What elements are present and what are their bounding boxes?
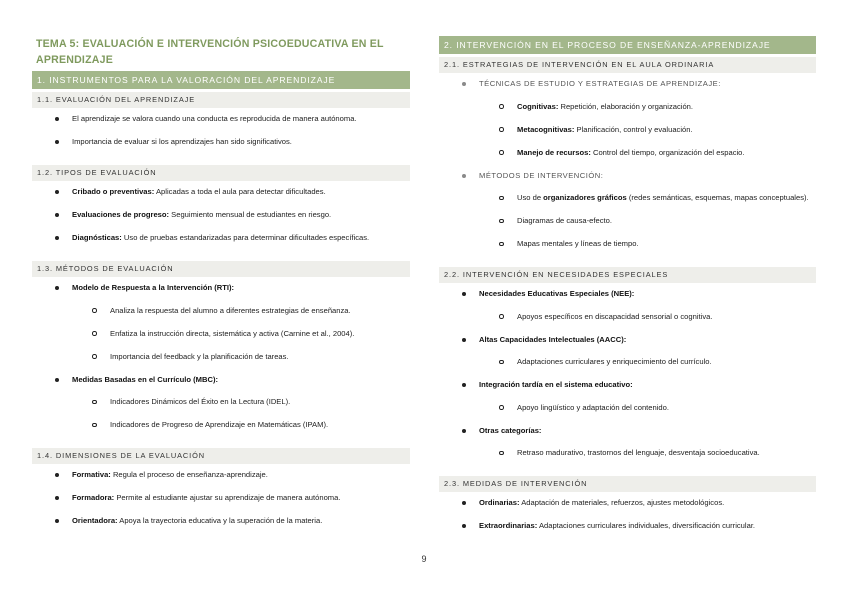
- list-item: Evaluaciones de progreso: Seguimiento mensual de estudiantes en riesgo.: [32, 210, 410, 221]
- sublist-item: Indicadores Dinámicos del Éxito en la Lectura (IDEL).: [72, 397, 410, 408]
- dimensiones-evaluacion-list: [32, 464, 410, 541]
- list-item: Altas Capacidades Intelectuales (AACC): Adaptaciones curriculares y enriquecimiento del currículo.: [439, 335, 816, 368]
- tipos-evaluacion-list: [32, 181, 410, 258]
- circle-bullet-icon: [499, 451, 504, 456]
- rti-sublist: [72, 306, 410, 363]
- bullet-icon: [462, 524, 466, 528]
- sublist-item: Adaptaciones curriculares y enriquecimiento del currículo.: [479, 357, 816, 368]
- list-item-rti: Modelo de Respuesta a la Intervención (RTI): Analiza la respuesta del alumno a diferentes estrategias de enseñanza. Enfatiza la instrucción directa, sistemática y activa (Carnine et al., 2004). Importancia del feedback y la planificación de tareas.: [32, 283, 410, 362]
- list-item: Otras categorías: Retraso madurativo, trastornos del lenguaje, desventaja socioeducativa.: [439, 426, 816, 459]
- list-item: Diagnósticas: Uso de pruebas estandarizadas para determinar dificultades específicas.: [32, 233, 410, 244]
- circle-bullet-icon: [499, 405, 504, 410]
- evaluacion-aprendizaje-list: [32, 108, 410, 162]
- left-column: [32, 36, 410, 541]
- bullet-icon: [462, 429, 466, 433]
- circle-bullet-icon: [92, 308, 97, 313]
- bullet-icon: [55, 236, 59, 240]
- subsection-2-3-heading: 2.3. MEDIDAS DE INTERVENCIÓN: [439, 476, 816, 492]
- sublist: [479, 312, 816, 323]
- section-2-heading: 2. INTERVENCIÓN EN EL PROCESO DE ENSEÑANZA-APRENDIZAJE: [439, 36, 816, 54]
- bullet-icon: [55, 473, 59, 477]
- section-1-heading: 1. INSTRUMENTOS PARA LA VALORACIÓN DEL APRENDIZAJE: [32, 71, 410, 89]
- list-item: El aprendizaje se valora cuando una conducta es reproducida de manera autónoma.: [32, 114, 410, 125]
- estrategias-list: [439, 73, 816, 264]
- list-item: Formadora: Permite al estudiante ajustar su aprendizaje de manera autónoma.: [32, 493, 410, 504]
- sublist-item: Manejo de recursos: Control del tiempo, organización del espacio.: [479, 148, 816, 159]
- sublist-item: Mapas mentales y líneas de tiempo.: [479, 239, 816, 250]
- list-item: Importancia de evaluar si los aprendizajes han sido significativos.: [32, 137, 410, 148]
- list-item: Necesidades Educativas Especiales (NEE): Apoyos específicos en discapacidad sensorial o cognitiva.: [439, 289, 816, 322]
- sublist-item: Enfatiza la instrucción directa, sistemática y activa (Carnine et al., 2004).: [72, 329, 410, 340]
- circle-bullet-icon: [499, 104, 504, 109]
- tecnicas-sublist: [479, 102, 816, 159]
- subsection-2-1-heading: 2.1. ESTRATEGIAS DE INTERVENCIÓN EN EL AULA ORDINARIA: [439, 57, 816, 73]
- bullet-icon: [55, 117, 59, 121]
- list-item-mbc: Medidas Basadas en el Currículo (MBC): Indicadores Dinámicos del Éxito en la Lectura (IDEL). Indicadores de Progreso de Aprendizaje en Matemáticas (IPAM).: [32, 375, 410, 431]
- circle-bullet-icon: [92, 423, 97, 428]
- sublist: [479, 403, 816, 414]
- circle-bullet-icon: [499, 150, 504, 155]
- bullet-icon: [55, 140, 59, 144]
- list-item: Formativa: Regula el proceso de enseñanza-aprendizaje.: [32, 470, 410, 481]
- right-column: [439, 36, 816, 546]
- bullet-icon: [55, 286, 59, 290]
- bullet-icon: [55, 213, 59, 217]
- circle-bullet-icon: [499, 219, 504, 224]
- sublist-item: Uso de organizadores gráficos (redes semánticas, esquemas, mapas conceptuales).: [479, 193, 816, 204]
- circle-bullet-icon: [499, 360, 504, 365]
- circle-bullet-icon: [499, 196, 504, 201]
- circle-bullet-icon: [92, 400, 97, 405]
- sublist-item: Apoyos específicos en discapacidad sensorial o cognitiva.: [479, 312, 816, 323]
- medidas-intervencion-list: [439, 492, 816, 546]
- sublist-item: Cognitivas: Repetición, elaboración y organización.: [479, 102, 816, 113]
- bullet-icon: [462, 174, 466, 178]
- bullet-icon: [462, 501, 466, 505]
- sublist: [479, 448, 816, 459]
- bullet-icon: [55, 496, 59, 500]
- page-number: 9: [421, 554, 427, 564]
- bullet-icon: [55, 190, 59, 194]
- sublist-item: Retraso madurativo, trastornos del lenguaje, desventaja socioeducativa.: [479, 448, 816, 459]
- list-item: Integración tardía en el sistema educativo: Apoyo lingüístico y adaptación del contenido.: [439, 380, 816, 413]
- necesidades-especiales-list: [439, 283, 816, 473]
- sublist-item: Indicadores de Progreso de Aprendizaje en Matemáticas (IPAM).: [72, 420, 410, 431]
- bullet-icon: [55, 378, 59, 382]
- document-title: TEMA 5: EVALUACIÓN E INTERVENCIÓN PSICOEDUCATIVA EN EL APRENDIZAJE: [36, 38, 384, 66]
- sublist-item: Apoyo lingüístico y adaptación del contenido.: [479, 403, 816, 414]
- circle-bullet-icon: [499, 127, 504, 132]
- subsection-1-2-heading: 1.2. TIPOS DE EVALUACIÓN: [32, 165, 410, 181]
- bullet-icon: [462, 338, 466, 342]
- circle-bullet-icon: [92, 331, 97, 336]
- list-item-metodos: MÉTODOS DE INTERVENCIÓN: Uso de organizadores gráficos (redes semánticas, esquemas, mapas conceptuales). Diagramas de causa-efecto. Mapas mentales y líneas de tiempo.: [439, 171, 816, 250]
- subsection-2-2-heading: 2.2. INTERVENCIÓN EN NECESIDADES ESPECIALES: [439, 267, 816, 283]
- mbc-sublist: [72, 397, 410, 431]
- sublist-item: Importancia del feedback y la planificación de tareas.: [72, 352, 410, 363]
- subsection-1-4-heading: 1.4. DIMENSIONES DE LA EVALUACIÓN: [32, 448, 410, 464]
- subsection-1-3-heading: 1.3. MÉTODOS DE EVALUACIÓN: [32, 261, 410, 277]
- circle-bullet-icon: [499, 242, 504, 247]
- bullet-icon: [462, 82, 466, 86]
- bullet-icon: [462, 292, 466, 296]
- sublist: [479, 357, 816, 368]
- sublist-item: Metacognitivas: Planificación, control y evaluación.: [479, 125, 816, 136]
- list-item: Orientadora: Apoya la trayectoria educativa y la superación de la materia.: [32, 516, 410, 527]
- metodos-sublist: [479, 193, 816, 250]
- bullet-icon: [55, 519, 59, 523]
- circle-bullet-icon: [499, 314, 504, 319]
- circle-bullet-icon: [92, 354, 97, 359]
- list-item: Cribado o preventivas: Aplicadas a toda el aula para detectar dificultades.: [32, 187, 410, 198]
- sublist-item: Diagramas de causa-efecto.: [479, 216, 816, 227]
- bullet-icon: [462, 383, 466, 387]
- metodos-evaluacion-list: [32, 277, 410, 445]
- list-item: Extraordinarias: Adaptaciones curriculares individuales, diversificación curricular.: [439, 521, 816, 532]
- subsection-1-1-heading: 1.1. EVALUACIÓN DEL APRENDIZAJE: [32, 92, 410, 108]
- list-item-tecnicas: TÉCNICAS DE ESTUDIO Y ESTRATEGIAS DE APRENDIZAJE: Cognitivas: Repetición, elaboración y organización. Metacognitivas: Planificación, control y evaluación. Manejo de recursos: Control del tiempo, organización del espacio.: [439, 79, 816, 158]
- list-item: Ordinarias: Adaptación de materiales, refuerzos, ajustes metodológicos.: [439, 498, 816, 509]
- sublist-item: Analiza la respuesta del alumno a diferentes estrategias de enseñanza.: [72, 306, 410, 317]
